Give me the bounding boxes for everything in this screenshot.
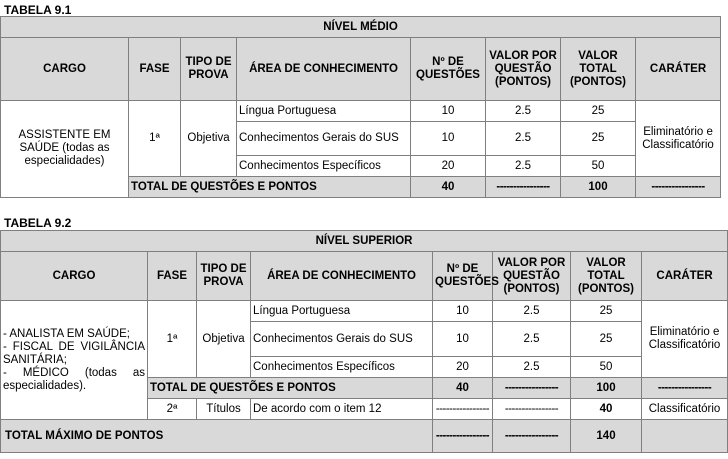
area-cell: Conhecimentos Específicos [251,357,433,378]
titulos-valor-por: ---------------- [493,399,571,420]
total-label: TOTAL DE QUESTÕES E PONTOS [129,177,411,198]
col-valor-total-header: VALOR TOTAL (PONTOS) [561,38,636,101]
cargo-cell [1,301,148,420]
total-valor-total: 100 [561,177,636,198]
valor-total-cell: 25 [561,122,636,156]
carater-cell: Eliminatório e Classificatório [636,101,721,177]
questoes-cell: 20 [411,156,486,177]
questoes-cell: 10 [411,122,486,156]
total-valor-por: ---------------- [486,177,561,198]
titulos-carater: Classificatório [642,399,728,420]
total-carater: ---------------- [636,177,721,198]
max-total-valor-por: ---------------- [493,420,571,453]
col-area-header: ÁREA DE CONHECIMENTO [237,38,411,101]
area-cell: Conhecimentos Específicos [237,156,411,177]
col-carater-header: CARÁTER [636,38,721,101]
valor-total-cell: 25 [571,322,642,357]
titulos-valor-total: 40 [571,399,642,420]
valor-total-cell: 50 [561,156,636,177]
level-header: NÍVEL SUPERIOR [1,231,728,252]
questoes-cell: 10 [433,301,493,322]
max-total-valor-total: 140 [571,420,642,453]
col-questoes-header: Nº DE QUESTÕES [433,252,493,301]
questoes-cell: 10 [411,101,486,122]
valor-por-cell: 2.5 [486,122,561,156]
valor-por-cell: 2.5 [493,357,571,378]
col-cargo-header: CARGO [1,38,129,101]
level-header: NÍVEL MÉDIO [1,17,721,38]
valor-total-cell: 25 [561,101,636,122]
titulos-questoes: ---------------- [433,399,493,420]
col-valor-por-header: VALOR POR QUESTÃO (PONTOS) [486,38,561,101]
col-fase-header: FASE [148,252,197,301]
carater-cell: Eliminatório e Classificatório [642,301,728,378]
valor-total-cell: 50 [571,357,642,378]
max-total-empty [642,420,728,453]
fase-cell: 1ª [129,101,181,177]
tipo-cell: Objetiva [197,301,251,378]
cargo-line: - FISCAL DE VIGILÂNCIA SANITÁRIA; [3,340,145,366]
total-valor-total: 100 [571,378,642,399]
area-cell: Língua Portuguesa [237,101,411,122]
table-9-1-title: TABELA 9.1 [4,3,72,17]
total-valor-por: ---------------- [493,378,571,399]
col-area-header: ÁREA DE CONHECIMENTO [251,252,433,301]
tipo-cell: Objetiva [181,101,237,177]
valor-por-cell: 2.5 [486,156,561,177]
col-tipo-header: TIPO DE PROVA [197,252,251,301]
titulos-area: De acordo com o item 12 [251,399,433,420]
valor-por-cell: 2.5 [486,101,561,122]
total-questoes: 40 [433,378,493,399]
cargo-cell: ASSISTENTE EM SAÚDE (todas as especialidades) [1,101,129,198]
cargo-line: - ANALISTA EM SAÚDE; [3,327,130,340]
questoes-cell: 10 [433,322,493,357]
col-fase-header: FASE [129,38,181,101]
table-9-2-title: TABELA 9.2 [4,216,72,230]
col-questoes-header: Nº DE QUESTÕES [411,38,486,101]
questoes-cell: 20 [433,357,493,378]
titulos-tipo: Títulos [197,399,251,420]
valor-por-cell: 2.5 [493,322,571,357]
total-label: TOTAL DE QUESTÕES E PONTOS [148,378,433,399]
fase-cell: 1ª [148,301,197,378]
table-9-1 [0,16,721,198]
area-cell: Conhecimentos Gerais do SUS [251,322,433,357]
valor-total-cell: 25 [571,301,642,322]
col-valor-por-header: VALOR POR QUESTÃO (PONTOS) [493,252,571,301]
col-tipo-header: TIPO DE PROVA [181,38,237,101]
valor-por-cell: 2.5 [493,301,571,322]
max-total-questoes: ---------------- [433,420,493,453]
total-questoes: 40 [411,177,486,198]
col-valor-total-header: VALOR TOTAL (PONTOS) [571,252,642,301]
table-9-2 [0,230,728,453]
titulos-fase: 2ª [148,399,197,420]
col-cargo-header: CARGO [1,252,148,301]
total-carater: ---------------- [642,378,728,399]
max-total-label: TOTAL MÁXIMO DE PONTOS [1,420,433,453]
area-cell: Língua Portuguesa [251,301,433,322]
area-cell: Conhecimentos Gerais do SUS [237,122,411,156]
col-carater-header: CARÁTER [642,252,728,301]
cargo-line: - MÉDICO (todas as especialidades). [3,366,145,392]
